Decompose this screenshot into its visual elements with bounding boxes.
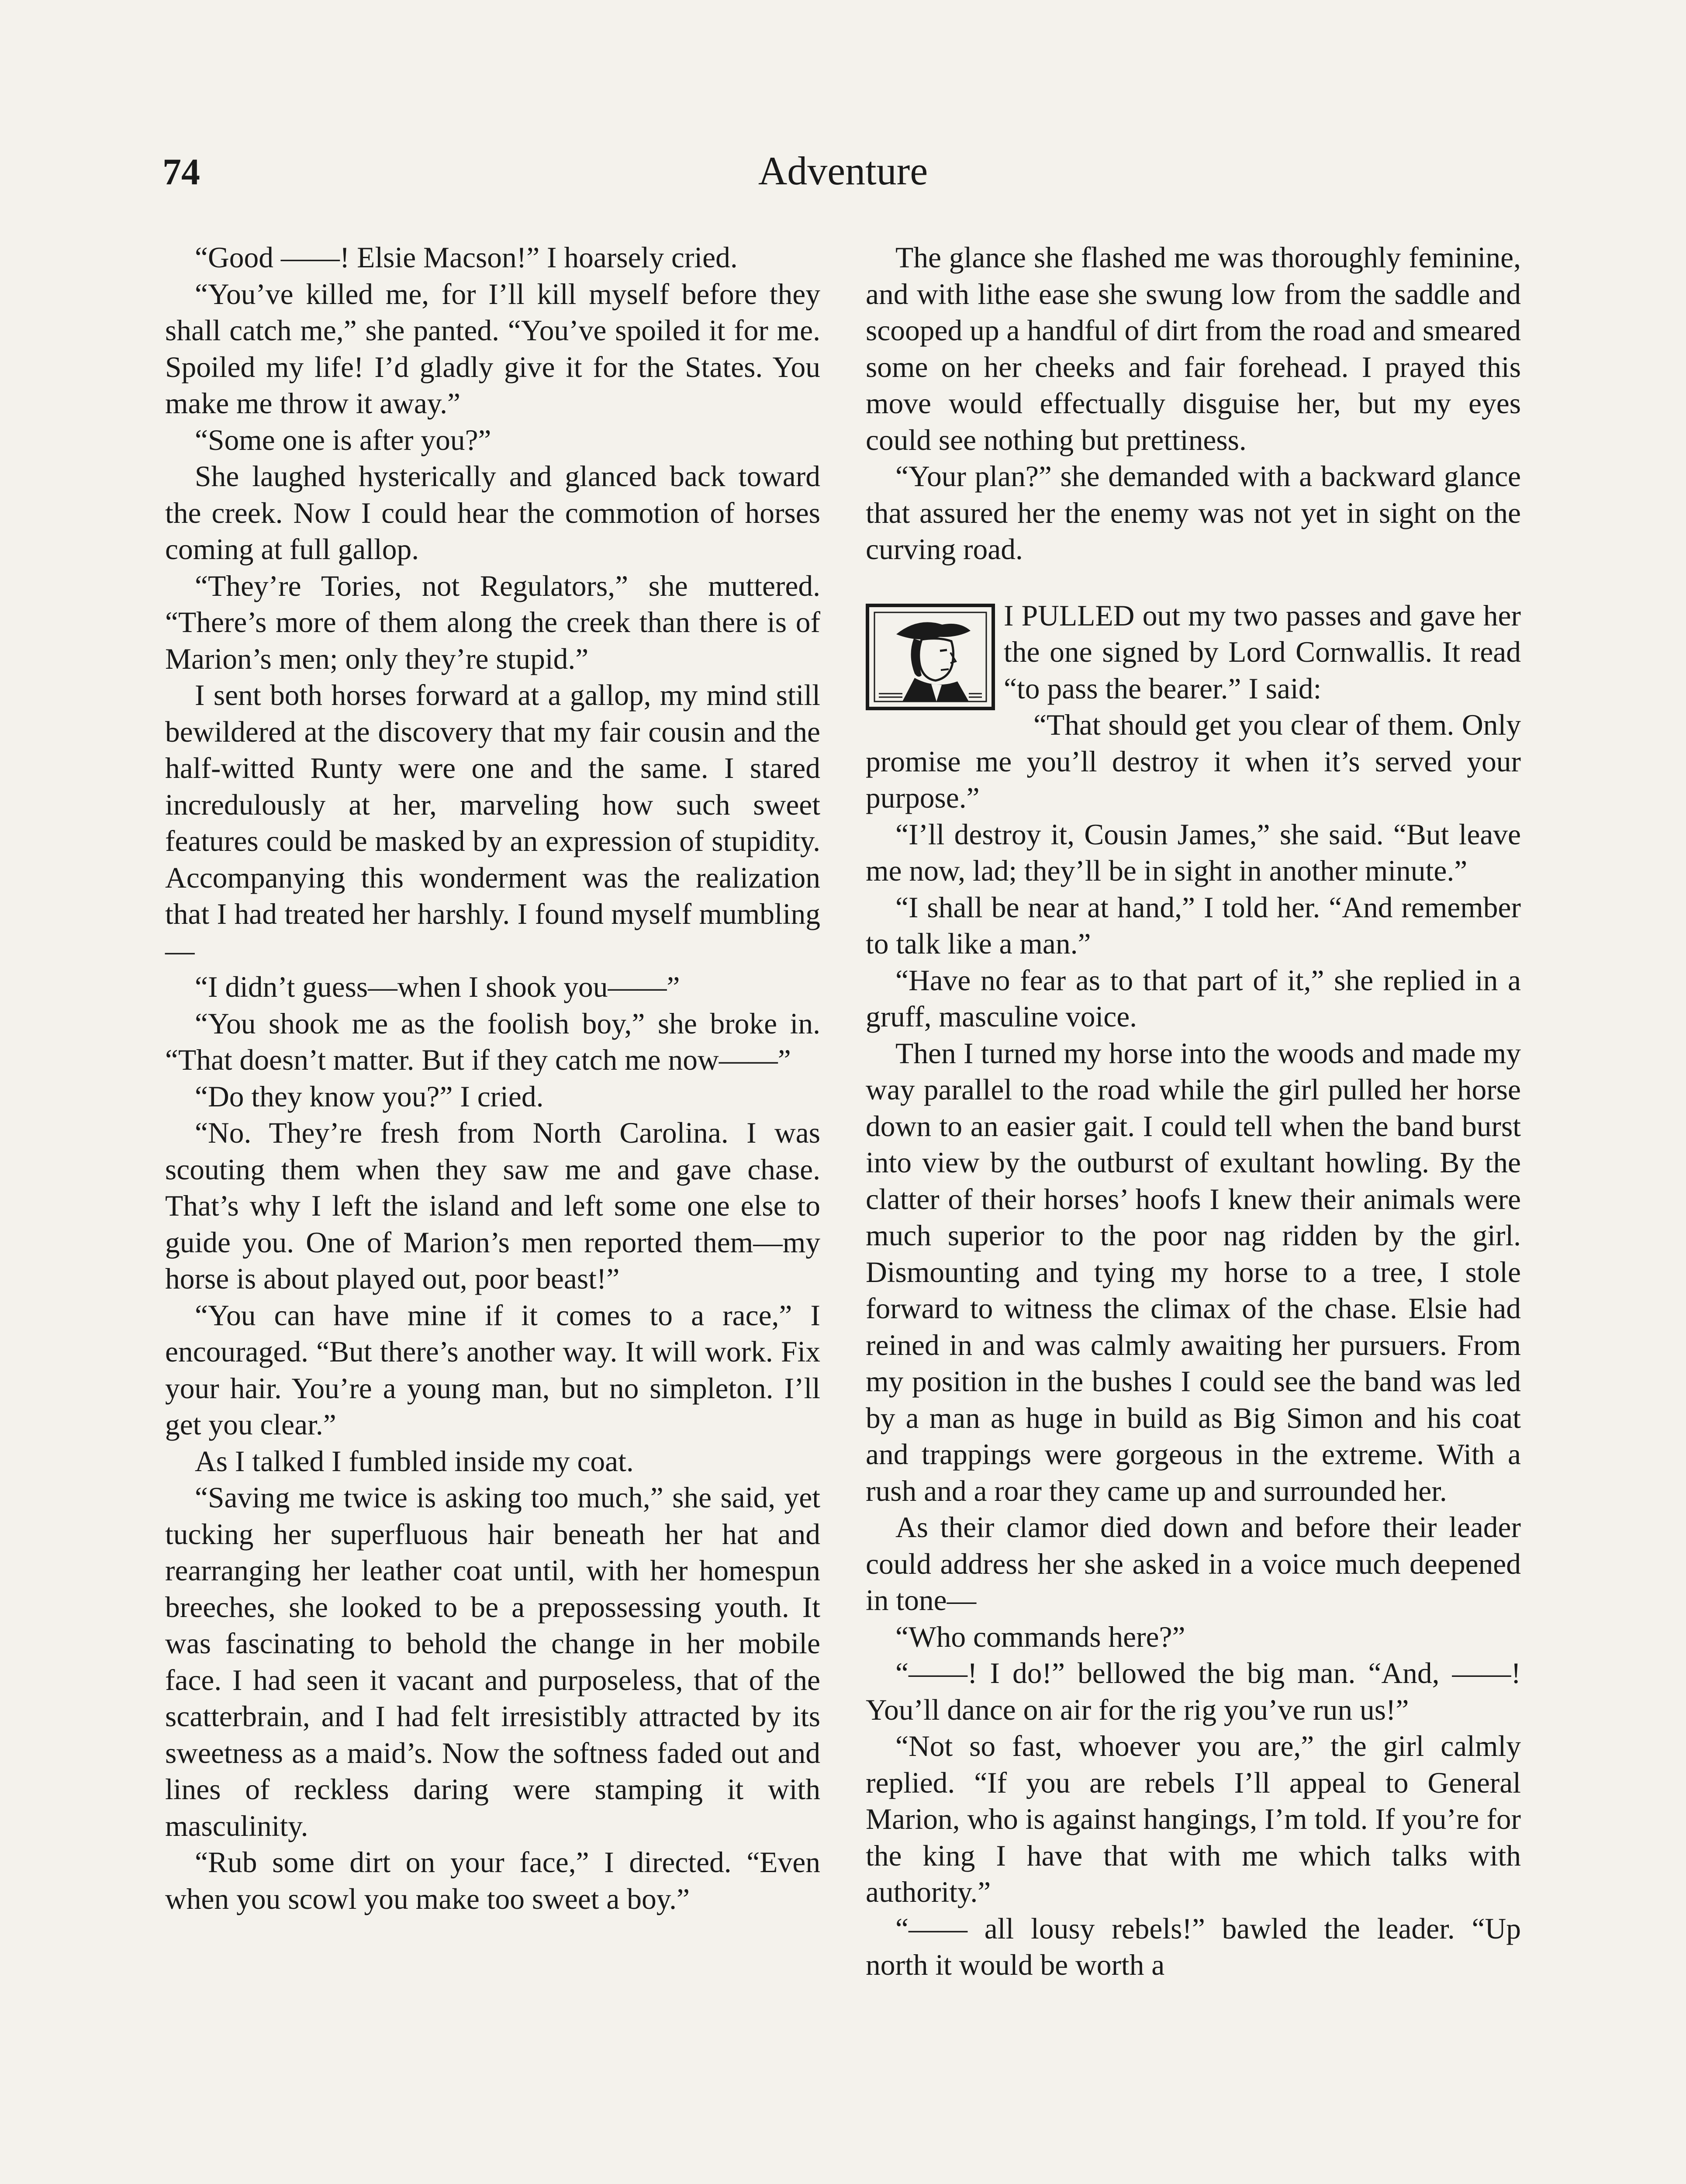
- paragraph: As their clamor died down and before their leader could address her she asked in a voice much deepened in tone—: [866, 1511, 1521, 1617]
- paragraph: “Have no fear as to that part of it,” she replied in a gruff, masculine voice.: [866, 964, 1521, 1033]
- colonial-man-portrait-icon: [866, 604, 995, 710]
- page-header: [0, 0, 1686, 227]
- section-opening-paragraph: I PULLED out my two passes and gave her the one signed by Lord Cornwallis. It read “to pass the bearer.” I said:: [1004, 599, 1521, 705]
- paragraph: “I shall be near at hand,” I told her. “And remember to talk like a man.”: [866, 891, 1521, 960]
- paragraph: “Your plan?” she demanded with a backward glance that assured her the enemy was not yet in sight on the curving road.: [866, 460, 1521, 566]
- paragraph: “They’re Tories, not Regulators,” she muttered. “There’s more of them along the creek than there is of Marion’s men; only they’re stupid.”: [165, 569, 820, 675]
- running-title: Adventure: [758, 149, 928, 193]
- paragraph: “——! I do!” bellowed the big man. “And, ——! You’ll dance on air for the rig you’ve run us!”: [866, 1657, 1521, 1726]
- paragraph: “Who commands here?”: [895, 1620, 1185, 1653]
- paragraph: As I talked I fumbled inside my coat.: [195, 1444, 634, 1478]
- paragraph: “You’ve killed me, for I’ll kill myself before they shall catch me,” she panted. “You’ve spoiled it for me. Spoiled my life! I’d gladly give it for the States. You make me throw it away.”: [165, 277, 820, 420]
- paragraph: “You can have mine if it comes to a race,” I encouraged. “But there’s another way. It will work. Fix your hair. You’re a young man, but no simpleton. I’ll get you clear.”: [165, 1299, 820, 1441]
- paragraph: I sent both horses forward at a gallop, my mind still bewildered at the discovery that my fair cousin and the half-witted Runty were one and the same. I stared incredulously at her, marveling how such sweet features could be masked by an expression of stupidity. Accompanying this wonderment was the realization that I had treated her harshly. I found myself mumbling—: [165, 679, 820, 967]
- paragraph: “You shook me as the foolish boy,” she broke in. “That doesn’t matter. But if they catch me now——”: [165, 1007, 820, 1076]
- paragraph: The glance she flashed me was thoroughly feminine, and with lithe ease she swung low from the saddle and scooped up a handful of dirt from the road and smeared some on her cheeks and fair forehead. I prayed this move would effectually disguise her, but my eyes could see nothing but prettiness.: [866, 241, 1521, 456]
- paragraph: “No. They’re fresh from North Carolina. I was scouting them when they saw me and gave chase. That’s why I left the island and left some one else to guide you. One of Marion’s men reported them—my horse is about played out, poor beast!”: [165, 1116, 820, 1295]
- paragraph: “That should get you clear of them. Only promise me you’ll destroy it when it’s served your purpose.”: [866, 708, 1521, 814]
- paragraph: “I’ll destroy it, Cousin James,” she said. “But leave me now, lad; they’ll be in sight in another minute.”: [866, 818, 1521, 887]
- paragraph: “Not so fast, whoever you are,” the girl calmly replied. “If you are rebels I’ll appeal to General Marion, who is against hangings, I’m told. If you’re for the king I have that with me which talks with authority.”: [866, 1730, 1521, 1908]
- paragraph: She laughed hysterically and glanced back toward the creek. Now I could hear the commotion of horses coming at full gallop.: [165, 460, 820, 566]
- paragraph: “Some one is after you?”: [195, 423, 491, 456]
- paragraph: Then I turned my horse into the woods and made my way parallel to the road while the girl pulled her horse down to an easier gait. I could tell when the band burst into view by the outburst of exultant howling. By the clatter of their horses’ hoofs I knew their animals were much superior to the poor nag ridden by the girl. Dismounting and tying my horse to a tree, I stole forward to witness the climax of the chase. Elsie had reined in and was calmly awaiting her pursuers. From my position in the bushes I could see the band was led by a man as huge in build as Big Simon and his coat and trappings were gorgeous in the extreme. With a rush and a roar they came up and surrounded her.: [866, 1037, 1521, 1507]
- left-column: [165, 239, 820, 1917]
- paragraph: “Good ——! Elsie Macson!” I hoarsely cried.: [195, 241, 738, 274]
- section-break: [866, 568, 1521, 598]
- paragraph: “Rub some dirt on your face,” I directed. “Even when you scowl you make too sweet a boy.”: [165, 1846, 820, 1915]
- paragraph: “Saving me twice is asking too much,” she said, yet tucking her superfluous hair beneath her hat and rearranging her leather coat until, with her homespun breeches, she looked to be a prepossessing youth. It was fascinating to behold the change in her mobile face. I had seen it vacant and purposeless, that of the scatterbrain, and I had felt irresistibly attracted by its sweetness as a maid’s. Now the softness faded out and lines of reckless daring were stamping it with masculinity.: [165, 1481, 820, 1842]
- paragraph: “Do they know you?” I cried.: [195, 1080, 544, 1113]
- paragraph: “I didn’t guess—when I shook you——”: [195, 971, 680, 1003]
- right-column: [866, 239, 1521, 1984]
- paragraph: “—— all lousy rebels!” bawled the leader. “Up north it would be worth a: [866, 1912, 1521, 1981]
- page-number: 74: [162, 151, 200, 193]
